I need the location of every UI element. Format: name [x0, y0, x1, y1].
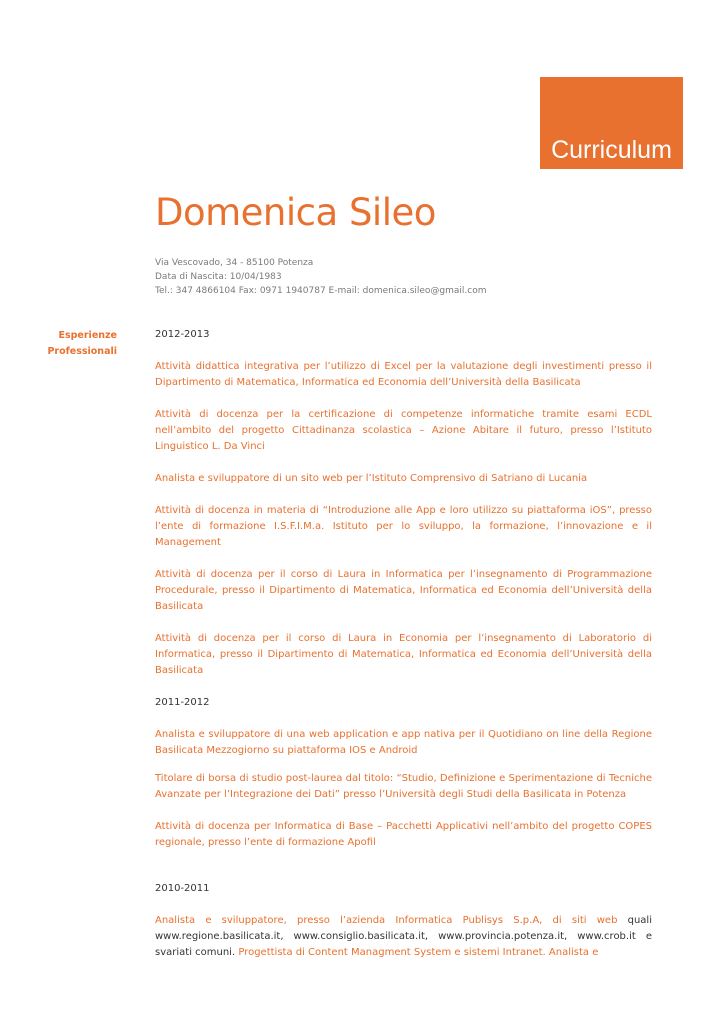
header-title: Curriculum: [551, 136, 672, 164]
experience-content: [155, 327, 652, 961]
entry-text: Progettista di Content Managment System e sistemi Intranet. Analista e: [235, 947, 599, 958]
section-label: [20, 328, 117, 360]
experience-entry: Attività di docenza in materia di “Introduzione alle App e loro utilizzo su piattaforma iOS”, presso l’ente di formazione I.S.F.I.M.a. Istituto per lo sviluppo, la formazione, l’innovazione e il Management: [155, 505, 652, 548]
contact-block: [155, 256, 675, 298]
experience-entry: Attività di docenza per il corso di Laura in Economia per l’insegnamento di Laboratorio di Informatica, presso il Dipartimento di Matematica, Informatica ed Economia dell’Università della Basilicata: [155, 633, 652, 676]
contact-address: Via Vescovado, 34 - 85100 Potenza: [155, 258, 314, 268]
experience-entry: [155, 913, 652, 961]
experience-entry: Attività didattica integrativa per l’utilizzo di Excel per la valutazione degli investimenti presso il Dipartimento di Matematica, Informatica ed Economia dell’Università della Basilicata: [155, 361, 652, 388]
section-label-line1: Esperienze: [58, 330, 117, 341]
contact-phone-email: Tel.: 347 4866104 Fax: 0971 1940787 E-mail: domenica.sileo@gmail.com: [155, 286, 487, 296]
contact-birth-date: Data di Nascita: 10/04/1983: [155, 272, 282, 282]
experience-entry: Attività di docenza per Informatica di Base – Pacchetti Applicativi nell’ambito del progetto COPES regionale, presso l’ente di formazione Apofil: [155, 821, 652, 848]
section-label-line2: Professionali: [47, 346, 117, 357]
website-list: quali www.regione.basilicata.it, www.consiglio.basilicata.it, www.provincia.potenza.it, www.crob.it e svariati comuni.: [155, 915, 652, 958]
person-name: Domenica Sileo: [155, 191, 436, 234]
entry-text: Analista e sviluppatore, presso l’azienda Informatica Publisys S.p.A, di siti web: [155, 915, 618, 926]
period-year: 2011-2012: [155, 697, 210, 708]
experience-entry: Attività di docenza per il corso di Laura in Informatica per l’insegnamento di Programmazione Procedurale, presso il Dipartimento di Matematica, Informatica ed Economia dell’Università della Basilicata: [155, 569, 652, 612]
experience-entry: Titolare di borsa di studio post-laurea dal titolo: “Studio, Definizione e Sperimentazione di Tecniche Avanzate per l’Integrazione dei Dati” presso l’Università degli Studi della Basilicata in Potenza: [155, 773, 652, 800]
period-year: 2010-2011: [155, 883, 210, 894]
period-year: 2012-2013: [155, 329, 210, 340]
experience-entry: Analista e sviluppatore di un sito web per l’Istituto Comprensivo di Satriano di Lucania: [155, 473, 588, 484]
experience-entry: Attività di docenza per la certificazione di competenze informatiche tramite esami ECDL nell’ambito del progetto Cittadinanza scolastica – Azione Abitare il futuro, presso l’Istituto Linguistico L. Da Vinci: [155, 409, 652, 452]
experience-entry: Analista e sviluppatore di una web application e app nativa per il Quotidiano on line della Regione Basilicata Mezzogiorno su piattaforma IOS e Android: [155, 729, 652, 756]
